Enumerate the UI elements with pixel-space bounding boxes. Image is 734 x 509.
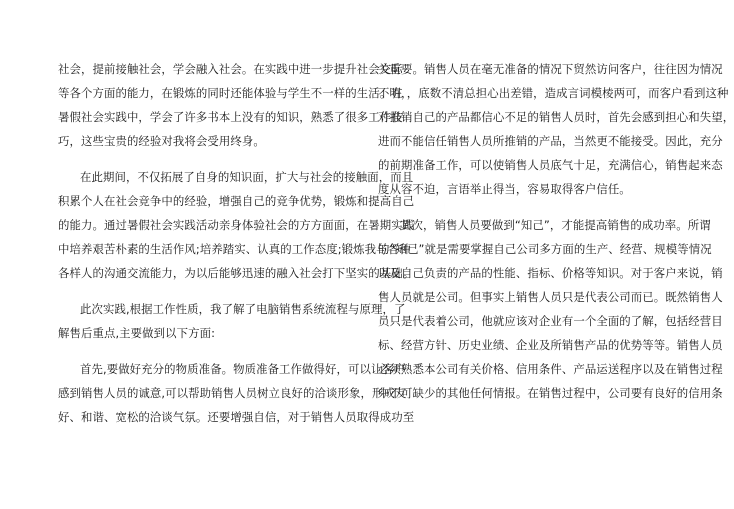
text-line: 对推销自己的产品都信心不足的销售人员时，首先会感到担心和失望， bbox=[378, 110, 734, 124]
text-line: 中培养艰苦朴素的生活作风;培养踏实、认真的工作态度;锻炼我与各种 bbox=[58, 242, 411, 256]
text-line: 的能力。通过暑假社会实践活动亲身体验社会的方方面面，在暑期实践 bbox=[58, 218, 415, 232]
text-line: 员只是代表着公司，他就应该对企业有一个全面的了解，包括经营目 bbox=[378, 314, 723, 328]
text-line: 社会，提前接触社会，学会融入社会。在实践中进一步提升社会交际 bbox=[58, 62, 403, 76]
text-line: 感到销售人员的诚意,可以帮助销售人员树立良好的洽谈形象，形成友 bbox=[58, 386, 407, 400]
text-line: 售人员就是公司。但事实上销售人员只是代表公司而已。既然销售人 bbox=[378, 290, 723, 304]
paragraph-gap bbox=[378, 201, 678, 213]
text-line: 不明，，底数不清总担心出差错，造成言词模棱两可，而客户看到这种 bbox=[378, 86, 729, 100]
text-line: 标、经营方针、历史业绩、企业及所销售产品的优势等等。销售人员 bbox=[378, 338, 723, 352]
left-text-column bbox=[58, 57, 415, 429]
paragraph bbox=[58, 57, 403, 153]
paragraph bbox=[378, 57, 734, 201]
text-line: 中不可缺少的其他任何情报。在销售过程中，公司要有良好的信用条 bbox=[378, 386, 723, 400]
text-line: 度从容不迫，言语举止得当，容易取得客户信任。 bbox=[378, 182, 631, 196]
text-line: 等各个方面的能力，在锻炼的同时还能体验与学生不一样的生活。在 bbox=[58, 86, 403, 100]
text-line: 其次，销售人员要做到“知己”，才能提高销售的成功率。所谓 bbox=[400, 218, 711, 232]
text-line: 暑假社会实践中，学会了许多书本上没有的知识，熟悉了很多工作技 bbox=[58, 110, 403, 124]
paragraph bbox=[58, 297, 406, 345]
right-text-column bbox=[378, 57, 734, 405]
text-line: 的“知己”就是需要掌握自己公司多方面的生产、经营、规模等情况 bbox=[378, 242, 712, 256]
paragraph bbox=[58, 165, 415, 285]
text-line: 进而不能信任销售人员所推销的产品，当然更不能接受。因此，充分 bbox=[378, 134, 723, 148]
text-line: 解售后重点,主要做到以下方面: bbox=[58, 326, 216, 340]
text-line: 此次实践,根据工作性质，我了解了电脑销售系统流程与原理，了 bbox=[80, 302, 406, 316]
paragraph-gap bbox=[58, 285, 358, 297]
text-line: 关重要。销售人员在毫无准备的情况下贸然访问客户，往往因为情况 bbox=[378, 62, 723, 76]
text-line: 巧，这些宝贵的经验对我将会受用终身。 bbox=[58, 134, 265, 148]
text-line: 好、和谐、宽松的洽谈气氛。还要增强自信，对于销售人员取得成功至 bbox=[58, 410, 415, 424]
text-line: 的前期准备工作，可以使销售人员底气十足，充满信心，销售起来态 bbox=[378, 158, 723, 172]
text-line: 各样人的沟通交流能力，为以后能够迅速的融入社会打下坚实的基础。 bbox=[58, 266, 415, 280]
paragraph-gap bbox=[58, 153, 358, 165]
text-line: 以及自己负责的产品的性能、指标、价格等知识。对于客户来说，销 bbox=[378, 266, 723, 280]
text-line: 在此期间，不仅拓展了自身的知识面，扩大与社会的接触面，而且 bbox=[80, 170, 414, 184]
text-line: 积累个人在社会竞争中的经验，增强自己的竞争优势，锻炼和提高自己 bbox=[58, 194, 415, 208]
paragraph bbox=[58, 357, 415, 429]
text-line: 必须熟悉本公司有关价格、信用条件、产品运送程序以及在销售过程 bbox=[378, 362, 723, 376]
paragraph-gap bbox=[58, 345, 358, 357]
text-line: 首先,要做好充分的物质准备。物质准备工作做得好，可以让客户 bbox=[80, 362, 406, 376]
paragraph bbox=[378, 213, 723, 405]
